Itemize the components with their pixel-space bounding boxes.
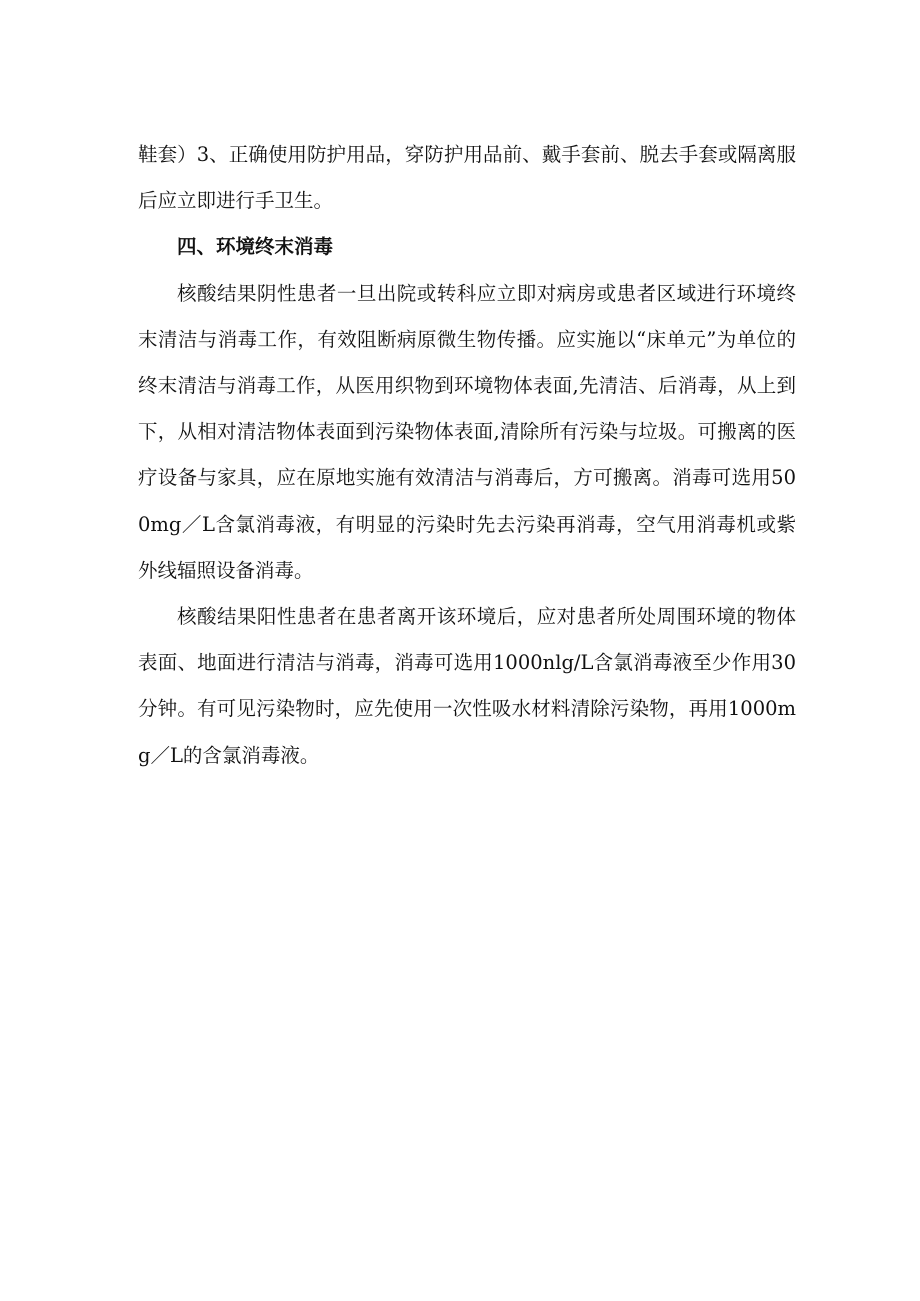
section-heading: 四、环境终末消毒 — [177, 235, 334, 259]
paragraph-positive-cases: 核酸结果阳性患者在患者离开该环境后，应对患者所处周围环境的物体表面、地面进行清洁与消毒，消毒可选用1000nlg/L含氯消毒液至少作用30分钟。有可见污染物时，应先使用一次性吸水材料清除污染物，再用1000mg／L的含氯消毒液。 — [138, 605, 796, 767]
document-body — [138, 132, 796, 779]
continuation-paragraph: 鞋套）3、正确使用防护用品，穿防护用品前、戴手套前、脱去手套或隔离服后应立即进行手卫生。 — [138, 143, 796, 213]
paragraph-negative-cases: 核酸结果阴性患者一旦出院或转科应立即对病房或患者区域进行环境终末清洁与消毒工作，有效阻断病原微生物传播。应实施以“床单元”为单位的终末清洁与消毒工作，从医用织物到环境物体表面,先清洁、后消毒，从上到下，从相对清洁物体表面到污染物体表面,清除所有污染与垃圾。可搬离的医疗设备与家具，应在原地实施有效清洁与消毒后，方可搬离。消毒可选用500mg／L含氯消毒液，有明显的污染时先去污染再消毒，空气用消毒机或紫外线辐照设备消毒。 — [138, 281, 796, 582]
